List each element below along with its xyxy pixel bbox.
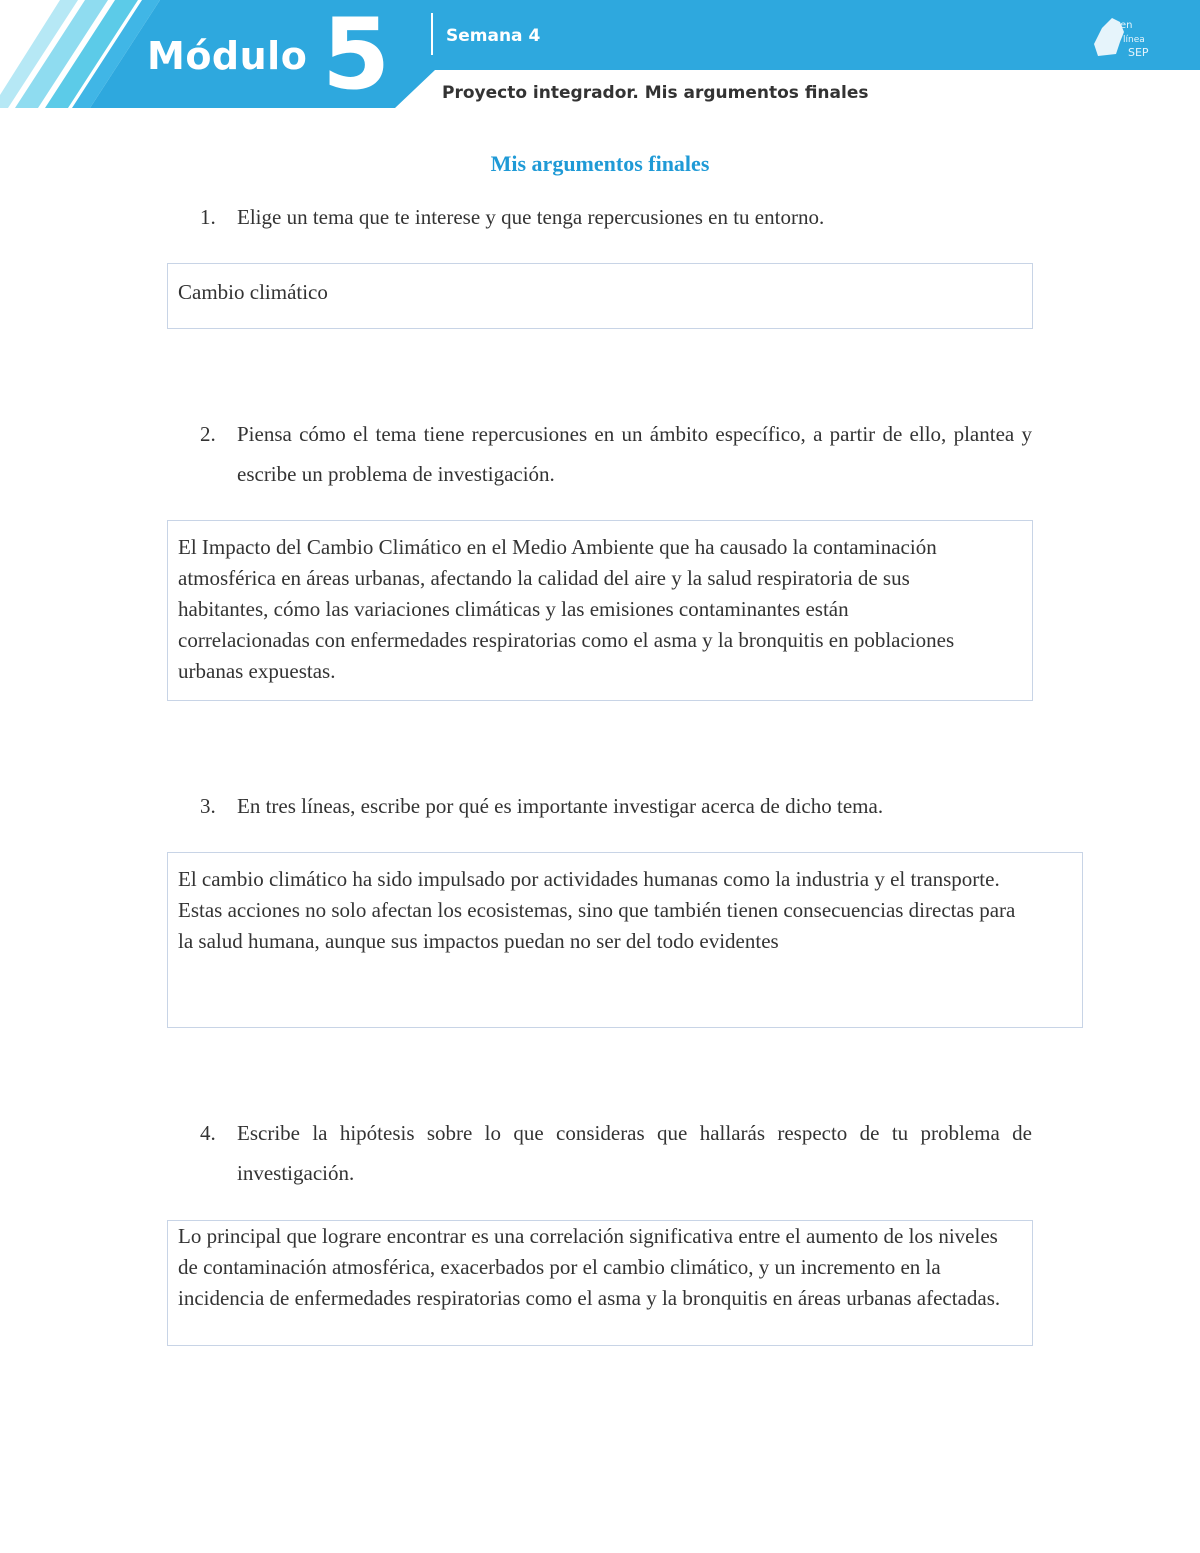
- page-title: Mis argumentos finales: [490, 151, 710, 176]
- question-text: Elige un tema que te interese y que tenga repercusiones en tu entorno.: [237, 205, 825, 229]
- svg-text:en: en: [1120, 20, 1133, 31]
- week-label: Semana 4: [446, 26, 541, 46]
- question-number: 3.: [200, 794, 216, 818]
- question-3: [200, 786, 1040, 826]
- question-1: [200, 197, 1040, 237]
- prepa-en-linea-logo: [1090, 14, 1152, 60]
- question-2: [200, 414, 1032, 494]
- question-4: [200, 1113, 1032, 1193]
- question-text: En tres líneas, escribe por qué es importante investigar acerca de dicho tema.: [237, 794, 884, 818]
- answer-box-1: Cambio climático: [167, 263, 1033, 329]
- question-number: 1.: [200, 205, 216, 229]
- svg-text:línea: línea: [1123, 35, 1145, 45]
- module-number: 5: [322, 0, 391, 112]
- question-text: Escribe la hipótesis sobre lo que consideras que hallarás respecto de tu problema de investigación.: [237, 1121, 1032, 1185]
- question-number: 2.: [200, 422, 216, 446]
- answer-box-2: El Impacto del Cambio Climático en el Medio Ambiente que ha causado la contaminación atmosférica en áreas urbanas, afectando la calidad del aire y la salud respiratoria de sus habitantes, cómo las variaciones climáticas y las emisiones contaminantes están correlacionadas con enfermedades respiratorias como el asma y la bronquitis en poblaciones urbanas expuestas.: [167, 520, 1033, 701]
- answer-box-4: Lo principal que lograre encontrar es una correlación significativa entre el aumento de los niveles de contaminación atmosférica, exacerbados por el cambio climático, y un incremento en la incidencia de enfermedades respiratorias como el asma y la bronquitis en áreas urbanas afectadas.: [167, 1220, 1033, 1346]
- module-label: Módulo: [147, 34, 308, 78]
- answer-box-3: El cambio climático ha sido impulsado por actividades humanas como la industria y el transporte. Estas acciones no solo afectan los ecosistemas, sino que también tienen consecuencias directas para la salud humana, aunque sus impactos puedan no ser del todo evidentes: [167, 852, 1083, 1028]
- question-text: Piensa cómo el tema tiene repercusiones en un ámbito específico, a partir de ello, plantea y escribe un problema de investigación.: [237, 422, 1032, 486]
- subtitle: Proyecto integrador. Mis argumentos finales: [442, 83, 869, 103]
- svg-text:SEP: SEP: [1128, 46, 1149, 59]
- header-divider: [431, 13, 433, 55]
- question-number: 4.: [200, 1121, 216, 1145]
